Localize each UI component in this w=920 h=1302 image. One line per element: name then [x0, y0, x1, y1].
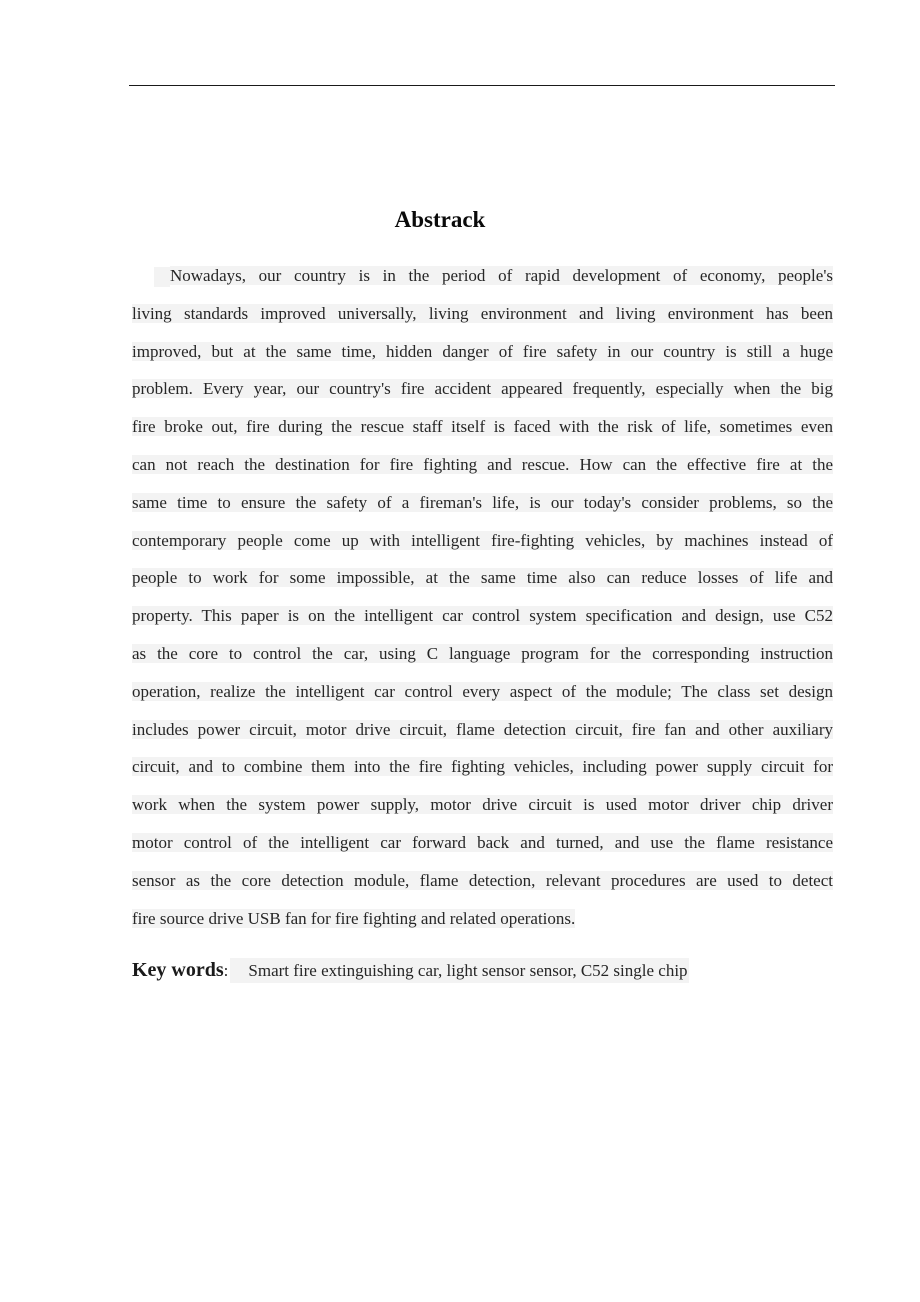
abstract-line [132, 295, 833, 333]
abstract-line [132, 333, 833, 371]
abstract-line-text: circuit, and to combine them into the fire fighting vehicles, including power supply circuit for [132, 757, 833, 777]
abstract-body [132, 257, 833, 937]
abstract-line [132, 257, 833, 295]
abstract-line-text: people to work for some impossible, at the same time also can reduce losses of life and [132, 568, 833, 588]
keywords-label: Key words [132, 959, 224, 981]
abstract-line-text: problem. Every year, our country's fire accident appeared frequently, especially when the big [132, 379, 833, 399]
abstract-line [132, 635, 833, 673]
abstract-line-text: work when the system power supply, motor drive circuit is used motor driver chip driver [132, 795, 833, 815]
header-rule [129, 85, 835, 86]
abstract-line-text: fire broke out, fire during the rescue staff itself is faced with the risk of life, sometimes even [132, 417, 833, 437]
abstract-line [132, 900, 833, 938]
keywords-colon: : [223, 961, 229, 980]
abstract-line [132, 862, 833, 900]
abstract-line [132, 597, 833, 635]
abstract-line [132, 446, 833, 484]
abstract-line-text: motor control of the intelligent car forward back and turned, and use the flame resistance [132, 832, 833, 852]
abstract-line [132, 748, 833, 786]
indent-highlight [154, 267, 170, 287]
abstract-line-text: same time to ensure the safety of a fireman's life, is our today's consider problems, so the [132, 492, 833, 512]
abstract-line-text: living standards improved universally, living environment and living environment has been [132, 303, 833, 323]
keywords [132, 954, 689, 986]
abstract-line-text: as the core to control the car, using C language program for the corresponding instruction [132, 643, 833, 663]
abstract-line [132, 824, 833, 862]
abstract-line-text: contemporary people come up with intelligent fire-fighting vehicles, by machines instead of [132, 530, 833, 550]
abstract-line [132, 408, 833, 446]
abstract-line [132, 711, 833, 749]
abstract-line-text: fire source drive USB fan for fire fighting and related operations. [132, 908, 576, 928]
abstract-line-text: sensor as the core detection module, flame detection, relevant procedures are used to detect [132, 870, 833, 890]
abstract-line [132, 484, 833, 522]
abstract-line [132, 559, 833, 597]
abstract-line-text: improved, but at the same time, hidden danger of fire safety in our country is still a huge [132, 341, 833, 361]
abstract-line-text: Nowadays, our country is in the period of rapid development of economy, people's [170, 266, 833, 285]
abstract-line-text: can not reach the destination for fire fighting and rescue. How can the effective fire at the [132, 454, 833, 474]
abstract-line [132, 522, 833, 560]
abstract-line-text: includes power circuit, motor drive circuit, flame detection circuit, fire fan and other auxiliary [132, 719, 833, 739]
page-title: Abstrack [394, 207, 486, 232]
abstract-line [132, 786, 833, 824]
abstract-line [132, 673, 833, 711]
abstract-line-text: property. This paper is on the intelligent car control system specification and design, use C52 [132, 606, 833, 626]
abstract-line-text: operation, realize the intelligent car control every aspect of the module; The class set design [132, 681, 833, 701]
keywords-text: Smart fire extinguishing car, light sensor sensor, C52 single chip [230, 958, 688, 983]
abstract-line [132, 370, 833, 408]
